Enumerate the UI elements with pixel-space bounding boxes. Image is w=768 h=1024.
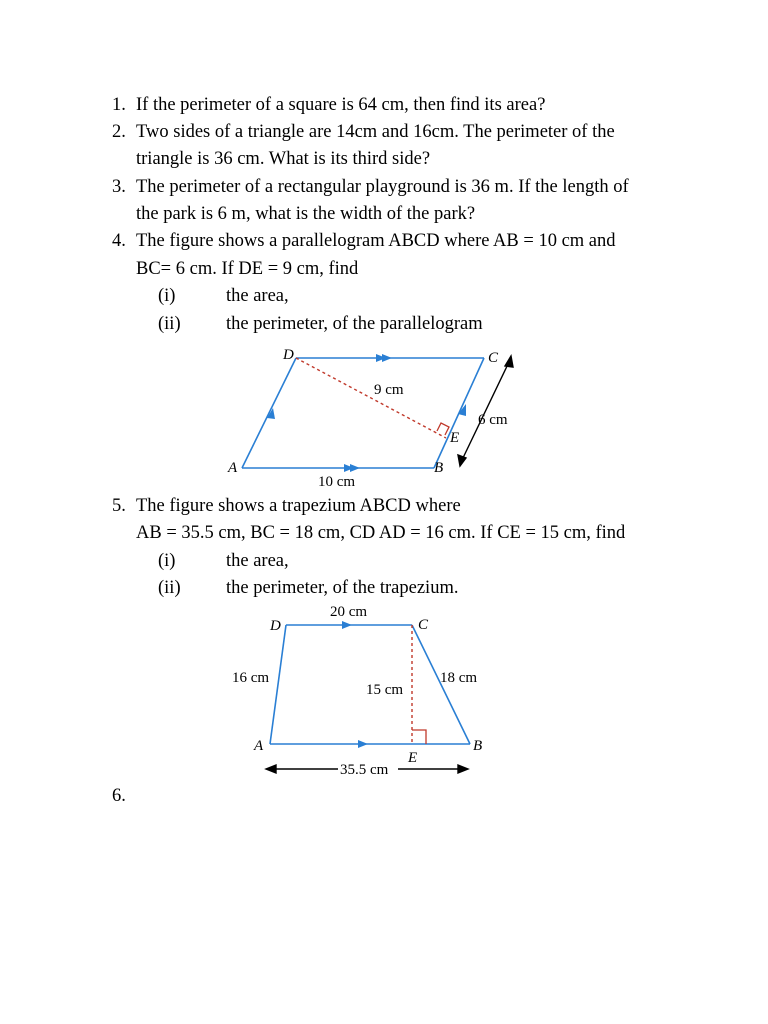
right-angle-mark — [437, 423, 449, 435]
question-5-number: 5. — [112, 496, 126, 516]
parallelogram-figure — [226, 342, 516, 492]
question-5-line-2: AB = 35.5 cm, BC = 18 cm, CD AD = 16 cm. If CE = 15 cm, find — [136, 523, 626, 543]
ab-arrow — [358, 740, 368, 748]
ab-length-label: 35.5 cm — [340, 762, 389, 778]
question-3-number: 3. — [112, 177, 126, 197]
dc-arrow — [342, 621, 352, 629]
dc-arrow-2 — [382, 354, 392, 362]
vertex-a-label: A — [228, 460, 238, 476]
question-5-part-2-text: the perimeter, of the trapezium. — [226, 578, 459, 598]
question-5-part-1-label: (i) — [158, 551, 176, 571]
question-5-part-2-label: (ii) — [158, 578, 181, 598]
question-1-number: 1. — [112, 95, 126, 115]
question-4-number: 4. — [112, 231, 126, 251]
segment-de-dashed — [296, 358, 446, 438]
question-1-line-1: If the perimeter of a square is 64 cm, then find its area? — [136, 95, 546, 115]
vertex-b-label: B — [473, 738, 483, 754]
question-5-line-1: The figure shows a trapezium ABCD where — [136, 496, 461, 516]
ab-arrow-2 — [350, 464, 360, 472]
question-4-part-1-text: the area, — [226, 286, 289, 306]
vertex-d-label: D — [283, 347, 294, 363]
question-4-line-1: The figure shows a parallelogram ABCD where AB = 10 cm and — [136, 231, 616, 251]
question-2-number: 2. — [112, 122, 126, 142]
vertex-b-label: B — [434, 460, 444, 476]
right-angle-mark — [412, 730, 426, 744]
ce-length-label: 15 cm — [366, 682, 404, 698]
question-6-number: 6. — [112, 786, 126, 806]
question-4-part-2-label: (ii) — [158, 314, 181, 334]
question-4-line-2: BC= 6 cm. If DE = 9 cm, find — [136, 259, 359, 279]
point-e-label: E — [408, 750, 418, 766]
question-4-part-2-text: the perimeter, of the parallelogram — [226, 314, 483, 334]
trapezium-figure — [226, 600, 516, 785]
parallel-arrow-marks — [267, 354, 466, 472]
side-ad — [270, 625, 286, 744]
question-3-line-1: The perimeter of a rectangular playground is 36 m. If the length of — [136, 177, 629, 197]
dc-length-label: 20 cm — [330, 604, 368, 620]
vertex-c-label: C — [488, 350, 499, 366]
question-3-line-2: the park is 6 m, what is the width of the park? — [136, 204, 476, 224]
question-5-part-1-text: the area, — [226, 551, 289, 571]
bc-length-label: 6 cm — [478, 412, 508, 428]
question-2-line-1: Two sides of a triangle are 14cm and 16cm. The perimeter of the — [136, 122, 615, 142]
vertex-c-label: C — [418, 617, 429, 633]
ad-length-label: 16 cm — [232, 670, 270, 686]
de-length-label: 9 cm — [374, 382, 404, 398]
vertex-d-label: D — [270, 618, 281, 634]
ab-length-label: 10 cm — [318, 474, 356, 490]
question-4-part-1-label: (i) — [158, 286, 176, 306]
bc-length-label: 18 cm — [440, 670, 478, 686]
parallel-arrow-marks — [342, 621, 368, 748]
question-2-line-2: triangle is 36 cm. What is its third side? — [136, 149, 431, 169]
vertex-a-label: A — [254, 738, 264, 754]
bc-dimension-arrow — [458, 356, 513, 466]
point-e-label: E — [450, 430, 460, 446]
side-ad — [242, 358, 296, 468]
